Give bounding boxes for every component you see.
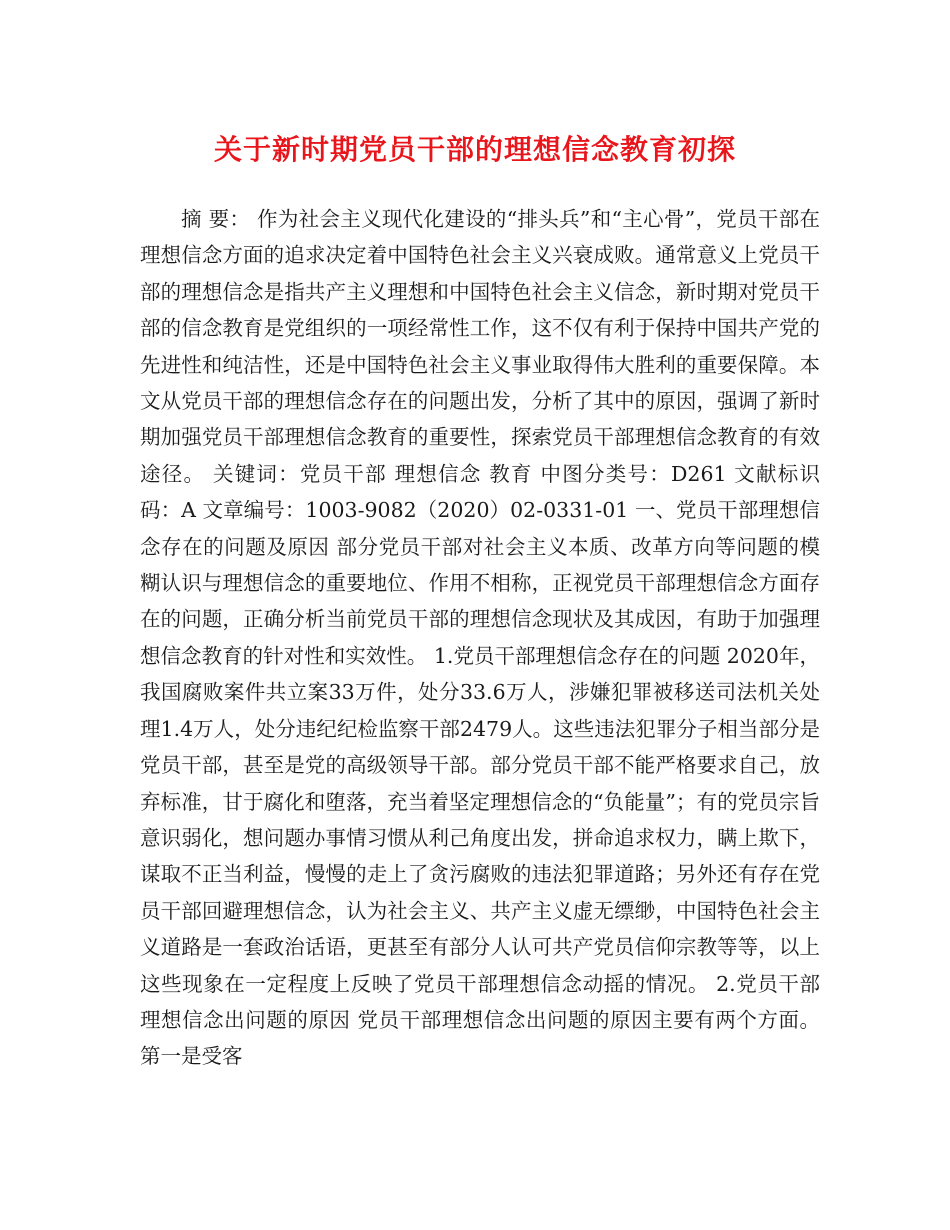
document-title: 关于新时期党员干部的理想信念教育初探 [213,133,736,166]
document-body: 摘 要： 作为社会主义现代化建设的“排头兵”和“主心骨”，党员干部在理想信念方面的追求决定着中国特色社会主义兴衰成败。通常意义上党员干部的理想信念是指共产主义理想和中国特色社会主义信念，新时期对党员干部的信念教育是党组织的一项经常性工作，这不仅有利于保持中国共产党的先进性和纯洁性，还是中国特色社会主义事业取得伟大胜利的重要保障。本文从党员干部的理想信念存在的问题出发，分析了其中的原因，强调了新时期加强党员干部理想信念教育的重要性，探索党员干部理想信念教育的有效途径。 关键词：党员干部 理想信念 教育 中图分类号：D261 文献标识码：A 文章编号：1003-9082（2020）02-0331-01 一、党员干部理想信念存在的问题及原因 部分党员干部对社会主义本质、改革方向等问题的模糊认识与理想信念的重要地位、作用不相称，正视党员干部理想信念方面存在的问题，正确分析当前党员干部的理想信念现状及其成因，有助于加强理想信念教育的针对性和实效性。 1.党员干部理想信念存在的问题 2020年，我国腐败案件共立案33万件，处分33.6万人，涉嫌犯罪被移送司法机关处理1.4万人，处分违纪纪检监察干部2479人。这些违法犯罪分子相当部分是党员干部，甚至是党的高级领导干部。部分党员干部不能严格要求自己，放弃标准，甘于腐化和堕落，充当着坚定理想信念的“负能量”；有的党员宗旨意识弱化，想问题办事情习惯从利己角度出发，拼命追求权力，瞒上欺下，谋取不正当利益，慢慢的走上了贪污腐败的违法犯罪道路；另外还有存在党员干部回避理想信念，认为社会主义、共产主义虚无缥缈，中国特色社会主义道路是一套政治话语，更甚至有部分人认可共产党员信仰宗教等等，以上这些现象在一定程度上反映了党员干部理想信念动摇的情况。 2.党员干部理想信念出问题的原因 党员干部理想信念出问题的原因主要有两个方面。第一是受客 [140,207,820,1069]
